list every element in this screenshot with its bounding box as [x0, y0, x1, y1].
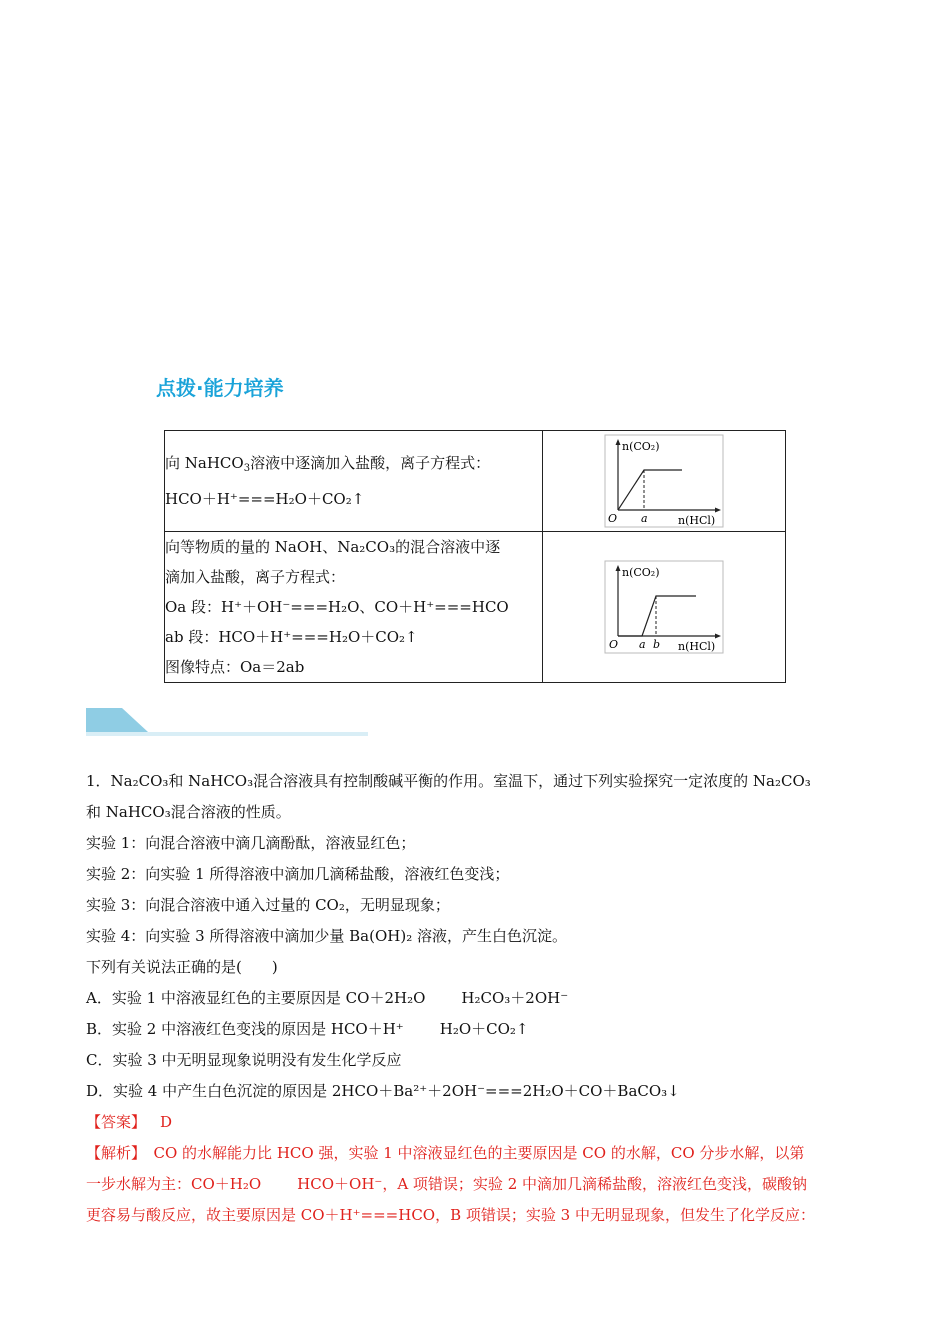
tick-label-b: b: [653, 638, 661, 651]
row2-line3: Oa 段：H⁺＋OH⁻===H₂O、CO＋H⁺===HCO: [165, 598, 509, 616]
table-cell-graph: [543, 532, 786, 683]
graph-naoh-na2co3: [604, 560, 724, 654]
question-stem-1: 1．Na₂CO₃和 NaHCO₃混合溶液具有控制酸碱平衡的作用。室温下，通过下列实验探究一定浓度的 Na₂CO₃: [86, 772, 811, 790]
answer-value: D: [160, 1113, 173, 1131]
tick-label-a: a: [639, 638, 646, 651]
x-axis-label: n(HCl): [678, 640, 716, 653]
question-prompt: 下列有关说法正确的是( ): [86, 958, 278, 976]
option-a: A．实验 1 中溶液显红色的主要原因是 CO＋2H₂O H₂CO₃＋2OH⁻: [86, 989, 569, 1007]
experiment-3: 实验 3：向混合溶液中通入过量的 CO₂，无明显现象；: [86, 896, 450, 914]
experiment-2: 实验 2：向实验 1 所得溶液中滴加几滴稀盐酸，溶液红色变浅；: [86, 865, 510, 883]
table-row: [165, 532, 786, 683]
exercise-banner: [86, 706, 368, 736]
row1-line2: HCO＋H⁺===H₂O＋CO₂↑: [165, 490, 365, 508]
table-cell-graph: [543, 431, 786, 532]
graph-nahco3: [604, 434, 724, 528]
option-c: C．实验 3 中无明显现象说明没有发生化学反应: [86, 1051, 402, 1069]
y-axis-label: n(CO₂): [622, 566, 660, 579]
y-axis-label: n(CO₂): [622, 440, 660, 453]
section-title: 点拨·能力培养: [156, 376, 284, 400]
question-stem-2: 和 NaHCO₃混合溶液的性质。: [86, 803, 291, 821]
row2-line5: 图像特点：Oa＝2ab: [165, 658, 305, 676]
experiment-1: 实验 1：向混合溶液中滴几滴酚酞，溶液显红色；: [86, 834, 416, 852]
option-b: B．实验 2 中溶液红色变浅的原因是 HCO＋H⁺ H₂O＋CO₂↑: [86, 1020, 529, 1038]
analysis-label: 【解析】: [86, 1144, 139, 1162]
origin-label: O: [609, 638, 619, 651]
row2-line1: 向等物质的量的 NaOH、Na₂CO₃的混合溶液中逐: [165, 538, 501, 556]
question-block: [86, 766, 866, 1231]
experiment-4: 实验 4：向实验 3 所得溶液中滴加少量 Ba(OH)₂ 溶液，产生白色沉淀。: [86, 927, 567, 945]
analysis-line-3: 更容易与酸反应，故主要原因是 CO＋H⁺===HCO，B 项错误；实验 3 中无明显现象，但发生了化学反应：: [86, 1206, 815, 1224]
answer-line: [86, 1107, 866, 1138]
row2-line2: 滴加入盐酸，离子方程式：: [165, 568, 346, 586]
option-d: D．实验 4 中产生白色沉淀的原因是 2HCO＋Ba²⁺＋2OH⁻===2H₂O＋CO＋BaCO₃↓: [86, 1082, 680, 1100]
answer-label: 【答案】: [86, 1113, 147, 1131]
table-cell-text: [165, 532, 543, 683]
tick-label-a: a: [641, 512, 648, 525]
info-table: [164, 430, 786, 683]
table-row: [165, 431, 786, 532]
analysis-line-2: 一步水解为主：CO＋H₂O HCO＋OH⁻，A 项错误；实验 2 中滴加几滴稀盐酸，溶液红色变浅，碳酸钠: [86, 1175, 808, 1193]
analysis-line-1: 【解析】 CO 的水解能力比 HCO 强，实验 1 中溶液显红色的主要原因是 CO 的水解，CO 分步水解，以第: [86, 1144, 805, 1162]
table-cell-text: [165, 431, 543, 532]
origin-label: O: [608, 512, 618, 525]
x-axis-label: n(HCl): [678, 514, 716, 527]
row2-line4: ab 段：HCO＋H⁺===H₂O＋CO₂↑: [165, 628, 418, 646]
row1-line1: 向 NaHCO$_3$溶液中逐滴加入盐酸，离子方程式：: [165, 454, 491, 474]
